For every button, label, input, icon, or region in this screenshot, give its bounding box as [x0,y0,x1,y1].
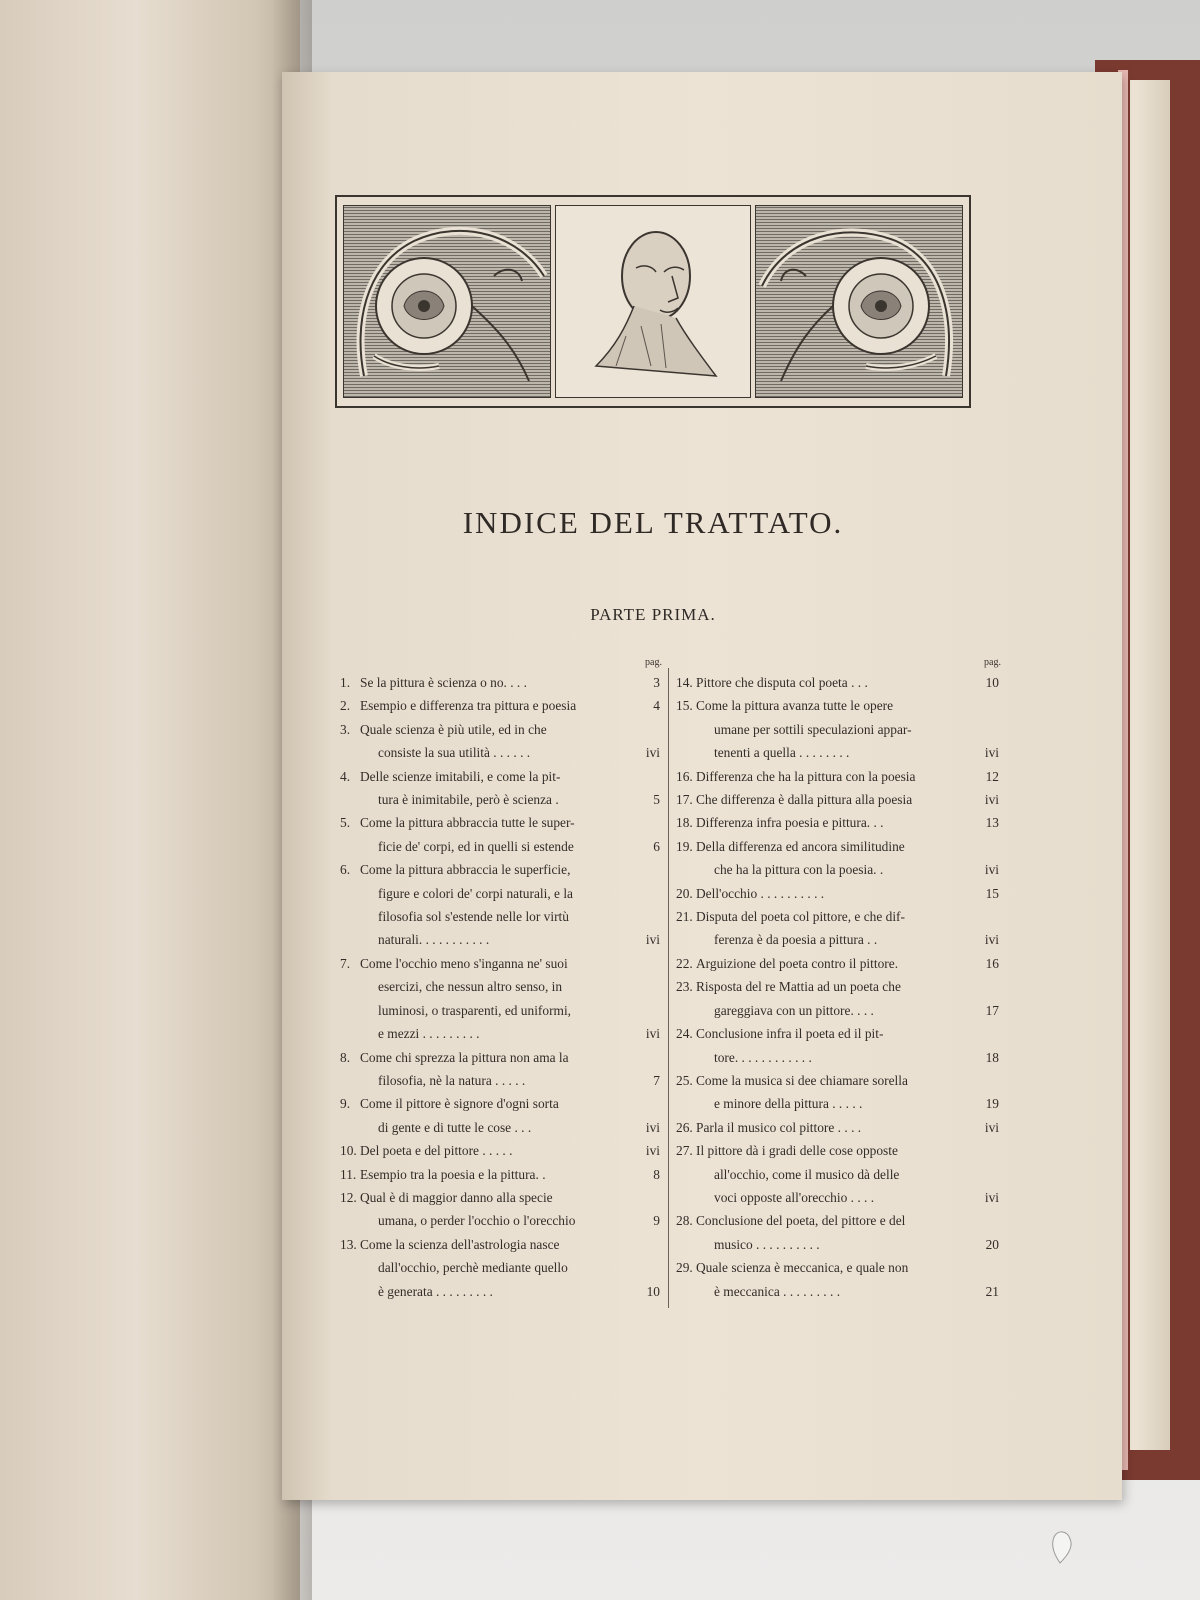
entry-text: e minore della pittura . . . . . [714,1096,863,1112]
index-entry [676,835,1001,882]
entry-number: 13. [340,1236,357,1252]
index-entry [340,671,662,694]
entry-text: di gente e di tutte le cose . . . [378,1119,532,1135]
entry-page-number: ivi [984,745,999,761]
index-entry [340,765,662,812]
entry-text: Dell'occhio . . . . . . . . . . [696,885,825,901]
entry-number: 23. [676,979,693,995]
entry-page-number: ivi [984,1119,999,1135]
entry-number: 12. [340,1189,357,1205]
entry-page-number: 4 [653,698,660,714]
index-entry [340,1092,662,1139]
entry-page-number: ivi [984,932,999,948]
entry-number: 8. [340,1049,351,1065]
index-entry [340,694,662,717]
index-entry [340,1163,662,1186]
entry-page-number: ivi [645,1026,660,1042]
entry-page-number: 5 [653,792,660,808]
index-entry [676,952,1001,975]
entry-text: Conclusione del poeta, del pittore e del [696,1213,906,1229]
index-entry [676,811,1001,834]
entry-text: figure e colori de' corpi naturali, e la [378,885,574,901]
entry-text: Quale scienza è più utile, ed in che [360,721,547,737]
page-title: INDICE DEL TRATTATO. [462,505,844,540]
entry-text: è meccanica . . . . . . . . . [714,1283,841,1299]
entry-text: ferenza è da poesia a pittura . . [714,932,878,948]
entry-text: gareggiava con un pittore. . . . [714,1002,874,1018]
page-edges [1130,80,1170,1450]
entry-page-number: ivi [645,1143,660,1159]
entry-number: 27. [676,1143,693,1159]
page-column-header: pag. [645,657,662,668]
index-column-right [676,655,1001,1303]
index-entry [340,811,662,858]
entry-number: 24. [676,1026,693,1042]
entry-page-number: ivi [645,745,660,761]
entry-page-number: ivi [984,1189,999,1205]
entry-page-number: 8 [653,1166,660,1182]
entry-page-number: 17 [985,1002,999,1018]
entry-text: Risposta del re Mattia ad un poeta che [696,979,901,995]
index-entry [676,671,1001,694]
entry-text: esercizi, che nessun altro senso, in [378,979,563,995]
index-entry [676,1139,1001,1209]
entry-number: 4. [340,768,351,784]
entry-page-number: ivi [984,792,999,808]
entry-text: Conclusione infra il poeta ed il pit- [696,1026,884,1042]
entry-number: 3. [340,721,351,737]
entry-page-number: 18 [985,1049,999,1065]
entry-text: Arguizione del poeta contro il pittore. [696,955,899,971]
entry-number: 10. [340,1143,357,1159]
entry-number: 7. [340,955,351,971]
entry-page-number: 21 [985,1283,999,1299]
index-entry [676,1022,1001,1069]
entry-text: è generata . . . . . . . . . [378,1283,493,1299]
entry-number: 15. [676,698,693,714]
entry-text: Che differenza è dalla pittura alla poesia [696,792,913,808]
entry-page-number: 3 [653,675,660,690]
entry-text: Qual è di maggior danno alla specie [360,1189,553,1205]
acanthus-scroll-icon [755,205,963,398]
entry-number: 18. [676,815,693,831]
index-entry [676,1209,1001,1256]
index-entry [676,882,1001,905]
entry-number: 28. [676,1213,693,1229]
entry-text: filosofia, nè la natura . . . . . [378,1072,526,1088]
index-column-left [340,655,662,1303]
entry-text: Come la pittura abbraccia tutte le super- [360,815,575,831]
entry-number: 16. [676,768,693,784]
index-entry [676,1116,1001,1139]
index-entry [340,858,662,952]
index-entry [676,765,1001,788]
index-entry [676,694,1001,764]
entry-page-number: 16 [985,955,999,971]
entry-number: 9. [340,1096,351,1112]
entry-text: Esempio e differenza tra pittura e poesia [360,698,577,714]
entry-page-number: 9 [653,1213,660,1229]
index-entry [340,718,662,765]
entry-text: dall'occhio, perchè mediante quello [378,1260,568,1276]
entry-text: tenenti a quella . . . . . . . . [714,745,850,761]
index-entry [340,1046,662,1093]
index-entry [340,1233,662,1303]
portrait-head-icon [555,205,751,398]
entry-page-number: ivi [645,932,660,948]
entry-page-number: 10 [985,675,999,690]
entry-text: umane per sottili speculazioni appar- [714,721,912,737]
index-list-right [676,671,1001,1303]
entry-number: 17. [676,792,693,808]
index-entry [676,1069,1001,1116]
entry-text: Se la pittura è scienza o no. . . . [360,675,527,690]
left-page [0,0,300,1600]
acanthus-scroll-icon [343,205,551,398]
entry-text: tura è inimitabile, però è scienza . [378,792,559,808]
entry-page-number: 6 [653,838,660,854]
entry-number: 14. [676,675,693,690]
entry-text: umana, o perder l'occhio o l'orecchio [378,1213,576,1229]
index-entry [340,1139,662,1162]
entry-text: Parla il musico col pittore . . . . [696,1119,862,1135]
entry-text: Come il pittore è signore d'ogni sorta [360,1096,559,1112]
entry-text: Come l'occhio meno s'inganna ne' suoi [360,955,568,971]
entry-text: Differenza che ha la pittura con la poesia [696,768,916,784]
entry-number: 11. [340,1166,357,1182]
entry-number: 21. [676,909,693,925]
entry-number: 26. [676,1119,693,1135]
entry-text: che ha la pittura con la poesia. . [714,862,884,878]
entry-text: Quale scienza è meccanica, e quale non [696,1260,909,1276]
index-list-left [340,671,662,1303]
entry-text: Esempio tra la poesia e la pittura. . [360,1166,546,1182]
entry-text: naturali. . . . . . . . . . . [378,932,490,948]
entry-number: 5. [340,815,351,831]
entry-text: filosofia sol s'estende nelle lor virtù [378,909,569,925]
entry-number: 1. [340,675,351,690]
index-entry [676,975,1001,1022]
entry-page-number: 12 [985,768,999,784]
index-entry [340,952,662,1046]
entry-text: all'occhio, come il musico dà delle [714,1166,900,1182]
entry-text: voci opposte all'orecchio . . . . [714,1189,875,1205]
column-divider [668,668,669,1308]
entry-text: Come chi sprezza la pittura non ama la [360,1049,569,1065]
entry-page-number: 10 [646,1283,660,1299]
entry-text: Delle scienze imitabili, e come la pit- [360,768,561,784]
entry-text: ficie de' corpi, ed in quelli si estende [378,838,574,854]
entry-number: 20. [676,885,693,901]
entry-text: Differenza infra poesia e pittura. . . [696,815,884,831]
entry-text: e mezzi . . . . . . . . . [378,1026,480,1042]
entry-text: Del poeta e del pittore . . . . . [360,1143,513,1159]
entry-text: Pittore che disputa col poeta . . . [696,675,868,690]
entry-page-number: ivi [645,1119,660,1135]
entry-text: tore. . . . . . . . . . . . [714,1049,812,1065]
entry-page-number: 19 [985,1096,999,1112]
entry-page-number: ivi [984,862,999,878]
entry-number: 25. [676,1072,693,1088]
stain-mark [1048,1527,1076,1567]
entry-text: Come la scienza dell'astrologia nasce [360,1236,560,1252]
entry-text: Come la musica si dee chiamare sorella [696,1072,908,1088]
entry-page-number: 20 [985,1236,999,1252]
entry-text: Come la pittura avanza tutte le opere [696,698,894,714]
page-column-header: pag. [984,657,1001,668]
entry-number: 6. [340,862,351,878]
entry-number: 22. [676,955,693,971]
index-entry [340,1186,662,1233]
entry-number: 19. [676,838,693,854]
section-title: PARTE PRIMA. [590,605,716,624]
entry-page-number: 15 [985,885,999,901]
entry-number: 2. [340,698,351,714]
entry-text: Disputa del poeta col pittore, e che dif- [696,909,905,925]
index-entry [676,788,1001,811]
entry-text: consiste la sua utilità . . . . . . [378,745,531,761]
entry-number: 29. [676,1260,693,1276]
index-entry [676,1256,1001,1303]
entry-page-number: 13 [985,815,999,831]
entry-page-number: 7 [653,1072,660,1088]
entry-text: Il pittore dà i gradi delle cose opposte [696,1143,898,1159]
entry-text: Della differenza ed ancora similitudine [696,838,905,854]
entry-text: musico . . . . . . . . . . [714,1236,820,1252]
header-ornament [335,195,971,408]
entry-text: luminosi, o trasparenti, ed uniformi, [378,1002,572,1018]
entry-text: Come la pittura abbraccia le superficie, [360,862,571,878]
index-entry [676,905,1001,952]
